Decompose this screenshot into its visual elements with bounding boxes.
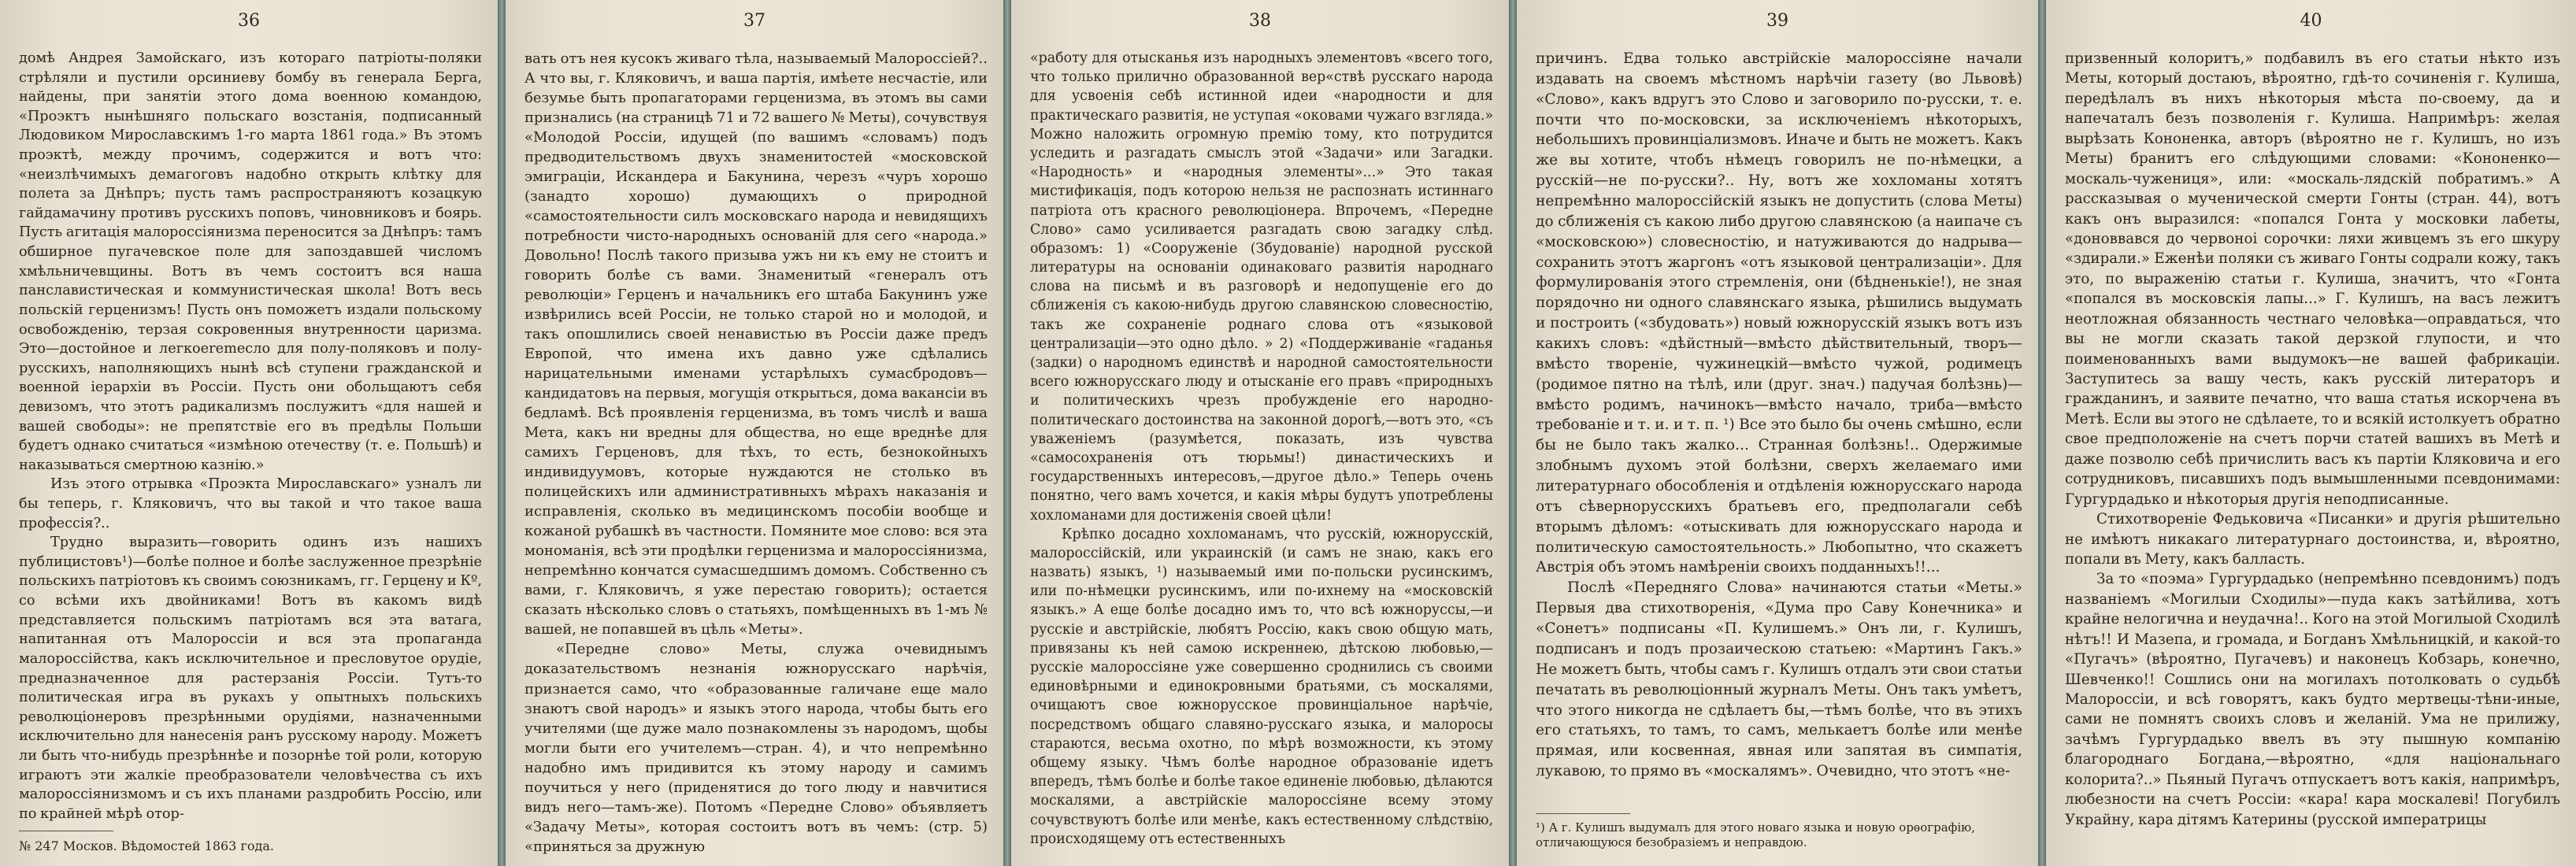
paragraph: вать отъ нея кусокъ живаго тѣла, называемый Малороссіей?.. А что вы, г. Кляковичъ, и ваша партія, имѣете несчастіе, или безумье быть пропагаторами герценизма, въ этомъ вы сами признались (на страницѣ 71 и 72 вашего № Меты), сочувствуя «Молодой Россіи, идущей (по вашимъ «словамъ) подъ предводительствомъ двухъ знаменитостей «московской эмиграціи, Искандера и Бакунина, черезъ «чуръ хорошо (занадто хорошо) думающихъ о природной «самостоятельности силъ московскаго народа и невидящихъ потребности чисто-народныхъ основаній для сего «народа.» Довольно! Послѣ такого призыва ужъ ни къ ему не стоитъ и говорить болѣе съ вами. Знаменитый «генералъ отъ революціи» Герценъ и начальникъ его штаба Бакунинъ уже извѣрились всей Россіи, не только старой но и молодой, и такъ опошлились своей ненавистью въ Россіи даже предъ Европой, что имена ихъ давно уже сдѣлались нарицательными именами устарѣлыхъ сумасбродовъ—кандидатовъ на первыя, могущія открыться, дома вакансіи въ бедламѣ. Всѣ проявленія герценизма, въ томъ числѣ и ваша Мета, какъ ни вредны для общества, но еще вреднѣе для самихъ Герценовъ, для тѣхъ, то есть, безнокойныхъ индивидуумовъ, которые нуждаются не столько въ полицейскихъ или административныхъ мѣрахъ наказанія и исправленія, сколько въ медицинскомъ пособіи вообще и кожаной рубашкѣ въ частности. Помяните мое слово: вся эта мономанія, всѣ эти продѣлки герценизма и малороссіянизма, непремѣнно кончатся сумасшедшимъ домомъ. Собственно съ вами, г. Кляковичъ, я уже перестаю говорить); остается сказать нѣсколько словъ о статьяхъ, помѣщенныхъ въ 1-мъ № вашей, не попавшей въ цѣль «Меты». xyxy=(524,50,988,638)
footnote: ¹) А г. Кулишъ выдумалъ для этого новаго языка и новую орѳографію, отличающуюся безобразіемъ и неправдою. xyxy=(1536,820,1976,849)
page-40 xyxy=(2046,0,2576,866)
page-text xyxy=(524,49,988,857)
page-text xyxy=(1030,49,1493,849)
page-number: 39 xyxy=(1766,11,1788,31)
paragraph: Стихотвореніе Федьковича «Писанки» и другія рѣшительно не имѣютъ никакаго литературнаго достоинства, и, вѣроятно, попали въ Мету, какъ балласть. xyxy=(2065,511,2560,568)
page-number: 40 xyxy=(2300,11,2322,31)
page-gutter xyxy=(498,0,506,866)
page-gutter xyxy=(2038,0,2046,866)
page-gutter xyxy=(1509,0,1517,866)
page-39 xyxy=(1517,0,2038,866)
paragraph: Послѣ «Передняго Слова» начинаются статьи «Меты.» Первыя два стихотворенія, «Дума про Саву Конечника» и «Сонетъ» подписаны «П. Кулишемъ.» Онъ ли, г. Кулишъ, подписанъ и подъ прозаическою статьею: «Мартинъ Гакъ.» Не можетъ быть, чтобы самъ г. Кулишъ отдалъ эти свои статьи печатать въ революціонный журналъ Меты. Онъ такъ умѣетъ, что этого никогда не сдѣлаетъ бы,—тѣмъ болѣе, что въ этихъ его статьяхъ, то тамъ, то самъ, мелькаетъ болѣе или менѣе прямая, или косвенная, явная или запятая въ симпатія, лукавою, то прямо въ «москалямъ». Очевидно, что этотъ «не- xyxy=(1536,579,2022,780)
page-text xyxy=(1536,49,2022,782)
paragraph: домѣ Андрея Замойскаго, изъ котораго патріоты-поляки стрѣляли и пустили орсиниеву бомбу въ генерала Берга, найдены, при занятіи этого дома военною командою, «Проэктъ нынѣшняго польскаго возстанія, подписанный Людовиком Мирославскимъ 1-го марта 1861 года.» Въ этомъ проэктѣ, между прочимъ, содержится и вотъ что: «неизлѣчимыхъ демагоговъ надобно открыть клѣтку для полета за Днѣпръ; пусть тамъ распространяютъ козацкую гайдамачину противъ русскихъ поповъ, чиновниковъ и боярь. Пусть агитація малороссіянизма переносится за Днѣпръ: тамъ обширное пугачевское поле для запоздавшей числомъ хмѣльничевщины. Вотъ въ чемъ состоитъ вся наша панславистическая и коммунистическая школа! Вотъ весь польскій герценизмъ! Пусть онъ поможетъ издали польскому освобожденію, терзая сокровенныя внутренности царизма. Это—достойное и легкоеremесло для полу-поляковъ и полу-русскихъ, наполняющихъ нынѣ всѣ ступени гражданской и военной іерархіи въ Россіи. Пусть они обольщаютъ себя девизомъ, что этотъ радикализмъ послужитъ «для нашей и вашей свободы»: не препятствіе его въ предѣлы Польши будетъ однако считаться «измѣною отечеству (т. е. Польшѣ) и наказываться смертною казнію.» xyxy=(19,50,482,473)
page-37 xyxy=(506,0,1003,866)
paragraph: причинъ. Едва только австрійскіе малороссіяне начали издавать на своемъ мѣстномъ нарѣчіи газету (во Львовѣ) «Слово», какъ вдругъ это Слово и заговорило по-русски, т. е. почти что по-московски, за исключеніемъ нѣкоторыхъ, небольшихъ провинціализмовъ. Иначе и быть не можетъ. Какъ же вы хотите, чтобъ нѣмецъ говорилъ не по-нѣмецки, а русскій—не по-русски?.. Ну, вотъ же хохломаны хотятъ непремѣнно малороссійскій языкъ не допустить (слова Меты) до сближенія съ какою либо другою славянскою (а наипаче съ «московскою») словесностію, и натуживаются до надрыва—сохранить этотъ жаргонъ «отъ языковой централизаціи». Для формулированія этого стремленія, они (бѣдненькіе!), не зная порядочно ни одного славянскаго языка, рѣшились выдумать и построить («збудовать») новый южнорусскій языкъ вотъ изъ какихъ словъ: «дѣйстный—вмѣсто дѣйствительный, творъ—вмѣсто твореніе, чужинецкій—вмѣсто чужой, родимецъ (родимое пятно на тѣлѣ, или (друг. знач.) падучая болѣзнь)—вмѣсто родимъ, начинокъ—вмѣсто начало, триба—вмѣсто требованіе и т. и. и т. п. ¹) Все это было бы очень смѣшно, если бы не было такъ жалко... Странная болѣзнь!.. Одержимые злобнымъ духомъ этой болѣзни, сверхъ желаемаго ими литературнаго обособленія и отдѣленія южнорусскаго народа отъ сѣвернорусскихъ братьевъ его, предполагали себѣ вторымъ дѣломъ: «отыскивать для южнорусскаго народа и политическую самостоятельность.» Любопытно, что скажетъ Австрія объ этомъ намѣреніи своихъ подданныхъ!!... xyxy=(1536,50,2022,576)
page-number: 38 xyxy=(1249,11,1271,31)
page-text xyxy=(19,49,482,823)
page-number: 37 xyxy=(743,11,765,31)
paragraph: Крѣпко досадно хохломанамъ, что русскій, южнорусскій, малороссійскій, или украинскій (и самъ не знаю, какъ его назвать) языкъ, ¹) называемый ими по-польски русинскимъ, или по-нѣмецки русинскимъ, или по-ихнему на «московскій языкъ.» А еще болѣе досадно имъ то, что всѣ южноруссы,—и русскіе и австрійскіе, любятъ Россію, какъ свою общую мать, привязаны къ ней самою искреннею, дѣтскою любовью,—русскіе малороссіяне уже совершенно сроднились съ своими единовѣрными и единокровными братьями, съ москалями, очищаютъ свое южнорусское провинціальное нарѣчіе, посредствомъ общаго славяно-русскаго языка, и малоросы стараются, весьма охотно, по мѣрѣ возможности, къ этому общему языку. Чѣмъ болѣе народное образованіе идетъ впередъ, тѣмъ болѣе и болѣе такое единеніе любовью, дѣлаются москалями, а австрійскіе малороссіяне всему этому сочувствуютъ болѣе или менѣе, какъ естественному слѣдствію, происходящему отъ естественныхъ xyxy=(1030,526,1493,847)
page-number: 36 xyxy=(238,11,260,31)
paragraph: Изъ этого отрывка «Проэкта Мирославскаго» узналъ ли бы теперь, г. Кляковичъ, что вы такой и что такое ваша профессія?.. xyxy=(19,476,482,531)
page-36 xyxy=(0,0,498,866)
paragraph: «работу для отысканья изъ народныхъ элементовъ «всего того, что только прилично образованной вер«ствѣ русскаго народа для усвоенія себѣ истинной идеи «народности и для практическаго развитія, не уступая «оковами чужаго взгляда.» Можно наложить огромную премію тому, кто потрудится уследить и разгадать смыслъ этой «Задачи» или Загадки. «Народность» и «народныя элементы»...» Это такая мистификація, подъ которою нельзя не распознать истиннаго патріота отъ красного революціонера. Впрочемъ, «Передне Слово» само усиливается разгадать свою загадку слѣд. образомъ: 1) «Сооруженіе (Збудованіе) народной русской литературы на основаніи одинаковаго развитія народнаго слова на письмѣ и въ разговорѣ и недопущеніе его до сближенія съ какою-нибудь другою славянскою словесностію, такъ же сохраненіе роднаго слова отъ «языковой централизаціи—это одно дѣло. » 2) «Поддерживаніе «гаданья (задки) о народномъ единствѣ и народной самостоятельности всего южнорусскаго люду и отысканіе его правъ «природныхъ и политическихъ чрезъ пробужденіе его народно-политическаго достоинства на законной дорогѣ,—вотъ это, «съ уваженіемъ (разумѣется, показать, изъ чувства «самосохраненія отъ тюрьмы!) династическихъ и государственныхъ интересовъ,—другое дѣло.» Теперь очень понятно, чего вамъ хочется, и какія мѣры будутъ употреблены хохломанами для достиженія своей цѣли! xyxy=(1030,50,1493,524)
page-38 xyxy=(1011,0,1509,866)
footnote-rule xyxy=(1536,813,1630,814)
footnote: № 247 Москов. Вѣдомостей 1863 года. xyxy=(19,838,274,853)
paragraph: призвенный колоритъ,» подбавилъ въ его статьи нѣкто изъ Меты, который достаюъ, вѣроятно, гдѣ-то сочиненія г. Кулиша, передѣлалъ въ нихъ нѣкоторыя мѣста по-своему, да и напечаталъ безъ позволенія г. Кулиша. Напримѣръ: желая вырѣзать Кононенка, авторъ (вѣроятно не г. Кулишъ, но изъ Меты) бранитъ его слѣдующими словами: «Кононенко—москаль-чужениця», или: «москаль-лядскій побратимъ.» А рассказывая о мученической смерти Гонты (стран. 44), вотъ какъ онъ выразился: «попался Гонта у московки лабеты, «доноввався до червоноі сорочки: ляхи живцемъ зъ его шкуру «здирали.» Еженѣи поляки съ живаго Гонты содрали кожу, такъ это, по выраженію статьи г. Кулиша, значитъ, что «Гонта «попался въ московскія лапы...» Г. Кулишъ, на васъ лежитъ неотложная обязанность честнаго человѣка—оправдаться, что вы не могли сказать такой дерзкой глупости, и что поименованныхъ вами выдумокъ—не вашей фабрикаціи. Заступитесь за вашу честь, какъ русскій литераторъ и гражданинъ, и заявите печатно, что ваша статья искорчена въ Метѣ. Если вы этого не сдѣлаете, то и всякій истолкуетъ обратно свое предположеніе на счетъ порчи статей вашихъ въ Метѣ и даже позволю себѣ причислить васъ къ партіи Кляковича и его сотрудниковъ, писавшихъ подъ вымышленными псевдонимами: Гургурдадько и нѣкоторыя другія неподписанные. xyxy=(2065,50,2560,508)
paragraph: «Передне слово» Меты, служа очевиднымъ доказательствомъ незнанія южнорусскаго нарѣчія, признается само, что «образованные галичане еще мало знаютъ свой народъ» и языкъ этого народа, чтобы быть его учителями (ще дуже мало познакомлены зъ народомъ, щобы могли быти его учителемъ—стран. 4), и что непремѣнно надобно имъ придивится къ этому народу и самимъ поучиться у него (приденятися до того люду и навчитися видъ него—тамъ-же). Потомъ «Передне Слово» объявляетъ «Задачу Меты», которая состоитъ вотъ въ чемъ: (стр. 5) «приняться за дружную xyxy=(524,641,988,855)
page-gutter xyxy=(1003,0,1011,866)
page-text xyxy=(2065,49,2560,830)
paragraph: За то «поэма» Гургурдадько (непремѣнно псевдонимъ) подъ названіемъ «Могилыи Сходилы»—пуда какъ затѣйлива, хотъ крайне нелогична и неудачна!.. Кого на этой Могилыой Сходилѣ нѣтъ!! И Мазепа, и громада, и Богданъ Хмѣльницкій, и какой-то «Пугачъ» (вѣроятно, Пугачевъ) и наконецъ Кобзарь, конечно, Шевченко!! Сошлись они на могилахъ потолковать о судьбѣ Малороссіи, и всѣ говорятъ, какъ будто мертвецы-тѣни-иные, сами не помнятъ своихъ словъ и желаній. Ума не прилижу, зачѣмъ Гургурдадько ввелъ въ эту пышную компанію благороднаго Богдана,—вѣроятно, «для національнаго колорита?..» Пьяный Пугачъ отпускаетъ вотъ какія, напримѣръ, любезности на счетъ Россіи: «кара! кара москалеві! Погубилъ Украйну, кара дітямъ Катерины (русской императрицы xyxy=(2065,571,2560,828)
paragraph: Трудно выразить—говорить одинъ изъ нашихъ публицистовъ¹)—болѣе полное и болѣе заслуженное презрѣніе польскихъ патріотовъ къ своимъ союзникамъ, гг. Герцену и Кº, со всѣми ихъ двойниками! Вотъ въ какомъ видѣ представляется польскимъ патріотамъ вся эта ватага, напитанная отъ Малороссіи и вся эта пропаганда малороссійства, какъ исключительное и пресловутое орудіе, предназначенное для растерзанія Россіи. Тутъ-то политическая игра въ рукахъ у опытныхъ польскихъ революціонеровъ презрѣнными орудіями, назначенными исключительно для нанесенія ранъ русскому народу. Можетъ ли быть что-нибудь презрѣннѣе и позорнѣе той роли, которую играютъ эти жалкіе преобразователи человѣчества съ ихъ малороссіянизмомъ и съ ихъ планами раздробить Россію, или по крайней мѣрѣ отор- xyxy=(19,535,482,822)
